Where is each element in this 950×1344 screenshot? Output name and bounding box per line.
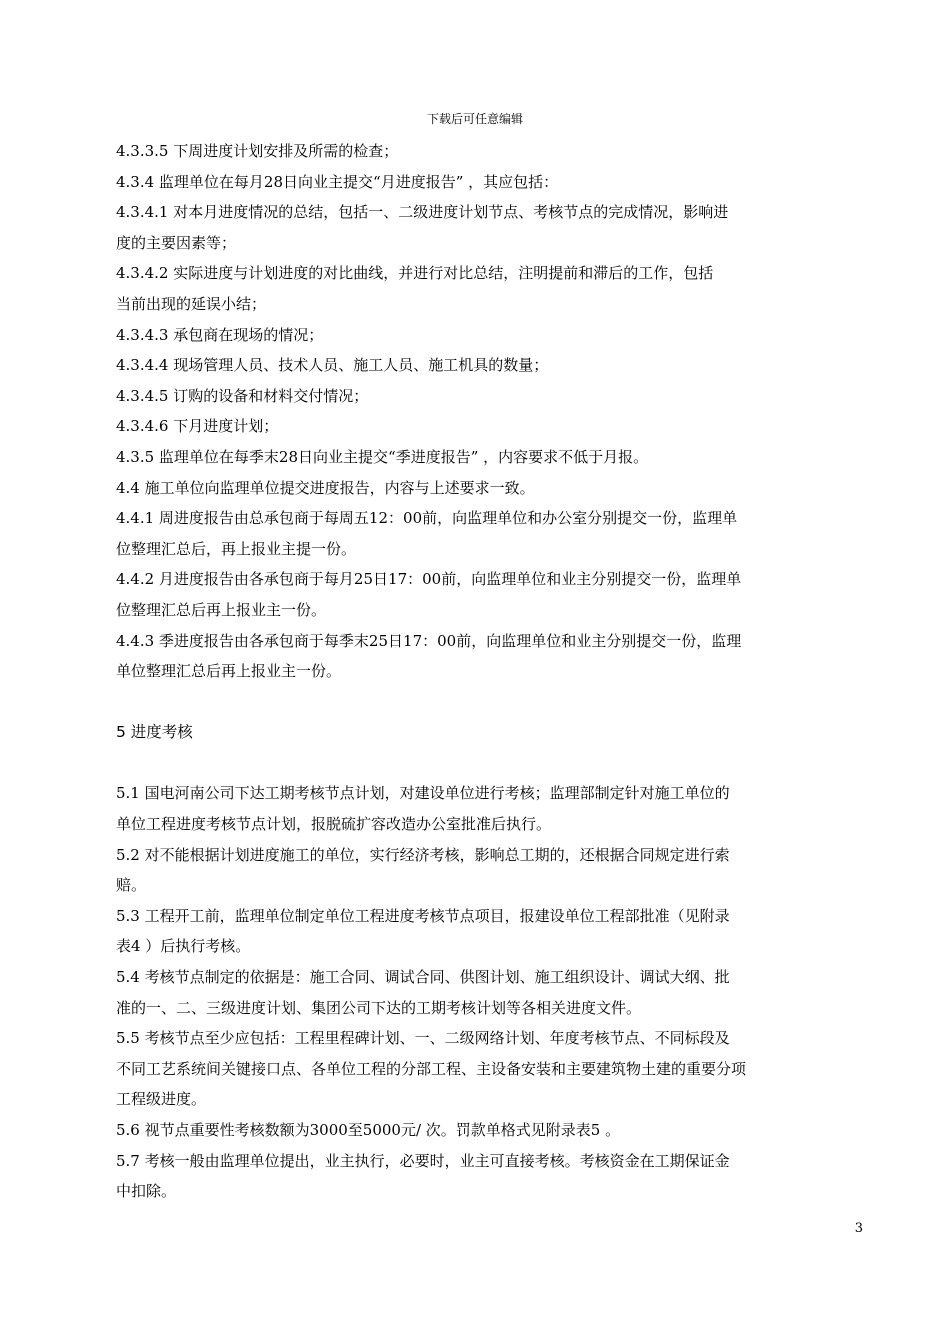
text-line: 4.3.4.4 现场管理人员、技术人员、施工人员、施工机具的数量； — [116, 356, 549, 375]
text-line: 4.4.3 季进度报告由各承包商于每季末25日17：00前，向监理单位和业主分别提交一份，监理 — [116, 631, 742, 650]
text-line: 5.4 考核节点制定的依据是：施工合同、调试合同、供图计划、施工组织设计、调试大纲、批 — [116, 968, 730, 987]
text-line: 4.4 施工单位向监理单位提交进度报告，内容与上述要求一致。 — [116, 478, 535, 497]
text-line: 中扣除。 — [116, 1182, 177, 1201]
text-line: 位整理汇总后再上报业主一份。 — [116, 600, 327, 619]
blank-line — [116, 687, 858, 718]
body-text — [116, 136, 858, 1207]
text-line: 4.3.5 监理单位在每季末28日向业主提交“季进度报告” ，内容要求不低于月报。 — [116, 447, 649, 466]
text-line: 单位整理汇总后再上报业主一份。 — [116, 662, 342, 681]
section-heading: 5 进度考核 — [116, 723, 193, 742]
text-line: 表4 ）后执行考核。 — [116, 937, 251, 956]
text-line: 4.3.4.3 承包商在现场的情况； — [116, 325, 324, 344]
text-line: 4.3.4.5 订购的设备和材料交付情况； — [116, 386, 369, 405]
text-line: 5.7 考核一般由监理单位提出，业主执行，必要时，业主可直接考核。考核资金在工期保证金 — [116, 1151, 730, 1170]
text-line: 5.1 国电河南公司下达工期考核节点计划，对建设单位进行考核；监理部制定针对施工单位的 — [116, 784, 730, 803]
text-line: 5.3 工程开工前，监理单位制定单位工程进度考核节点项目，报建设单位工程部批准（见附录 — [116, 906, 730, 925]
page-header: 下载后可任意编辑 — [426, 112, 523, 126]
blank-line — [116, 748, 858, 779]
text-line: 4.4.2 月进度报告由各承包商于每月25日17：00前，向监理单位和业主分别提交一份，监理单 — [116, 570, 742, 589]
text-line: 不同工艺系统间关键接口点、各单位工程的分部工程、主设备安装和主要建筑物土建的重要分项 — [116, 1059, 747, 1078]
text-line: 度的主要因素等； — [116, 233, 237, 252]
text-line: 5.5 考核节点至少应包括：工程里程碑计划、一、二级网络计划、年度考核节点、不同标段及 — [116, 1029, 730, 1048]
text-line: 5.6 视节点重要性考核数额为3000至5000元/ 次。罚款单格式见附录表5 。 — [116, 1121, 621, 1139]
text-line: 4.3.4.6 下月进度计划； — [116, 417, 279, 436]
text-line: 位整理汇总后，再上报业主提一份。 — [116, 539, 357, 558]
page-number: 3 — [854, 1221, 863, 1236]
text-line: 工程级进度。 — [116, 1090, 207, 1109]
text-line: 4.3.4.1 对本月进度情况的总结，包括一、二级进度计划节点、考核节点的完成情况，影响进 — [116, 203, 729, 222]
text-line: 单位工程进度考核节点计划，报脱硫扩容改造办公室批准后执行。 — [116, 815, 552, 834]
text-line: 4.3.4 监理单位在每月28日向业主提交“月进度报告” ，其应包括： — [116, 172, 559, 191]
text-line: 赔。 — [116, 876, 147, 895]
text-line: 4.3.4.2 实际进度与计划进度的对比曲线，并进行对比总结，注明提前和滞后的工作，包括 — [116, 264, 714, 283]
text-line: 4.4.1 周进度报告由总承包商于每周五12：00前，向监理单位和办公室分别提交一份，监理单 — [116, 509, 738, 528]
text-line: 当前出现的延误小结； — [116, 294, 267, 313]
text-line: 5.2 对不能根据计划进度施工的单位，实行经济考核，影响总工期的，还根据合同规定进行索 — [116, 845, 730, 864]
text-line: 4.3.3.5 下周进度计划安排及所需的检查； — [116, 142, 399, 160]
text-line: 准的一、二、三级进度计划、集团公司下达的工期考核计划等各相关进度文件。 — [116, 998, 642, 1017]
